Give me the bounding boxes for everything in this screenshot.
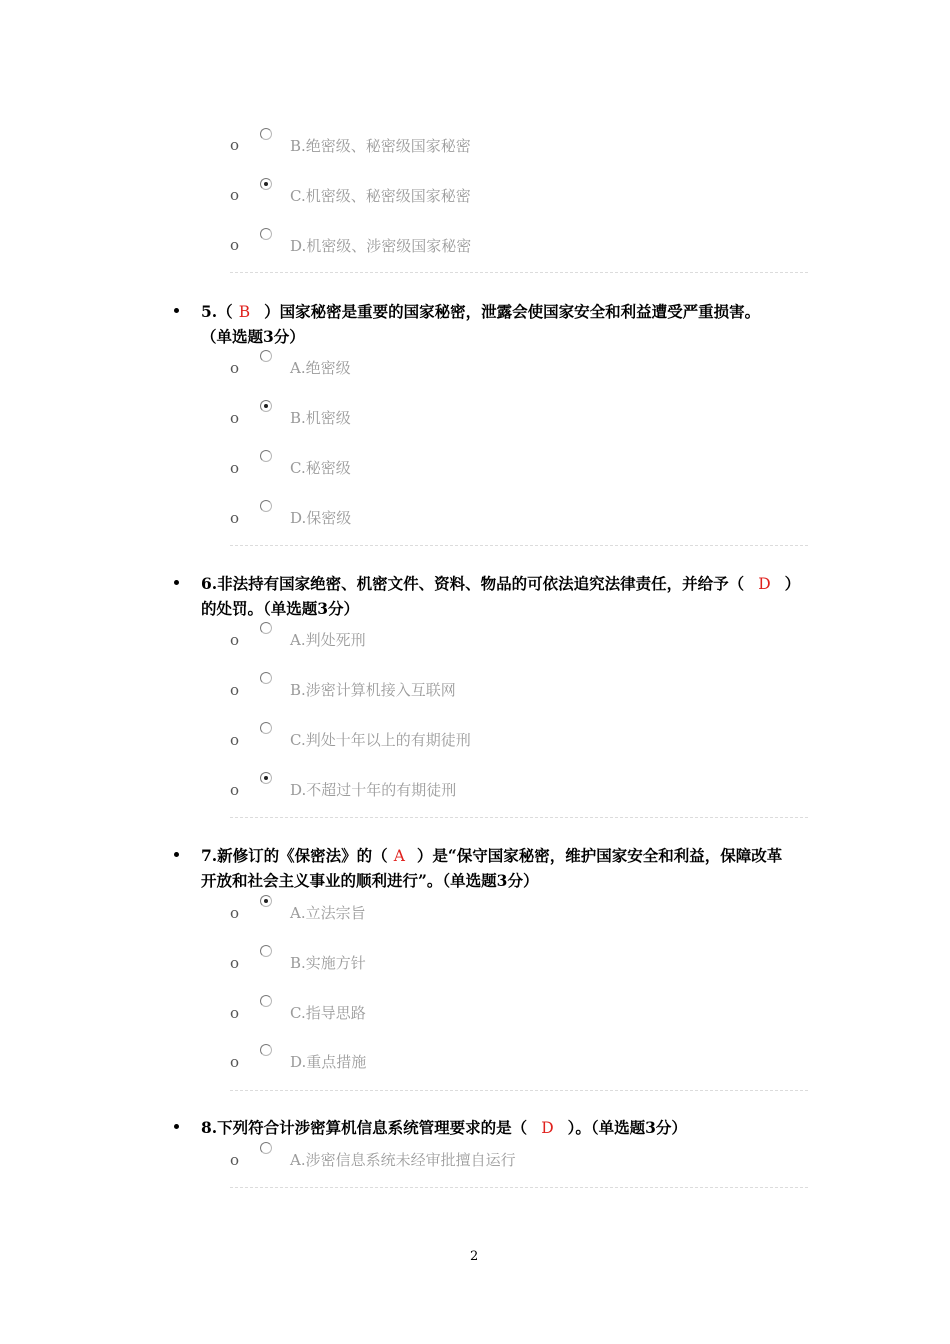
question-text-line1: 8.下列符合计涉密算机信息系统管理要求的是（ D ）。（单选题3分） xyxy=(201,1118,687,1137)
option-label: D.重点措施 xyxy=(290,1053,367,1071)
radio-button[interactable] xyxy=(260,228,272,240)
option-label: C.秘密级 xyxy=(290,459,351,477)
answer-mark: B xyxy=(238,303,251,321)
radio-button-selected[interactable] xyxy=(260,400,272,412)
option-bullet: o xyxy=(230,1053,240,1071)
answer-mark: A xyxy=(393,847,405,865)
option-bullet: o xyxy=(230,1151,240,1169)
separator xyxy=(230,1187,808,1188)
radio-button-selected[interactable] xyxy=(260,178,272,190)
question-text-line2: 开放和社会主义事业的顺利进行”。（单选题3分） xyxy=(201,871,539,890)
option-label: A.立法宗旨 xyxy=(290,904,366,922)
question-text-line1: 5.（ B ）国家秘密是重要的国家秘密，泄露会使国家安全和利益遭受严重损害。 xyxy=(201,302,761,321)
separator xyxy=(230,1090,808,1091)
question-text-line2: （单选题3分） xyxy=(201,327,305,346)
radio-button[interactable] xyxy=(260,500,272,512)
option-label: B.绝密级、秘密级国家秘密 xyxy=(290,137,471,155)
option-label: B.涉密计算机接入互联网 xyxy=(290,681,456,699)
option-label: D.机密级、涉密级国家秘密 xyxy=(290,237,472,255)
option-label: C.指导思路 xyxy=(290,1004,366,1022)
option-bullet: o xyxy=(230,236,240,254)
separator xyxy=(230,817,808,818)
option-bullet: o xyxy=(230,1004,240,1022)
question-text-line1: 6.非法持有国家绝密、机密文件、资料、物品的可依法追究法律责任，并给予（ D ） xyxy=(201,574,801,593)
option-label: C.判处十年以上的有期徒刑 xyxy=(290,731,471,749)
answer-mark: D xyxy=(758,575,771,593)
radio-button[interactable] xyxy=(260,450,272,462)
radio-button-selected[interactable] xyxy=(260,895,272,907)
option-label: A.涉密信息系统未经审批擅自运行 xyxy=(290,1151,516,1169)
option-bullet: o xyxy=(230,409,240,427)
radio-button[interactable] xyxy=(260,1044,272,1056)
option-label: B.实施方针 xyxy=(290,954,366,972)
radio-button[interactable] xyxy=(260,722,272,734)
option-bullet: o xyxy=(230,631,240,649)
question-bullet xyxy=(174,852,179,857)
option-bullet: o xyxy=(230,681,240,699)
question-text-line1: 7.新修订的《保密法》的（ A ）是“保守国家秘密，维护国家安全和利益，保障改革 xyxy=(201,846,783,865)
option-bullet: o xyxy=(230,509,240,527)
option-bullet: o xyxy=(230,904,240,922)
answer-mark: D xyxy=(541,1119,554,1137)
option-bullet: o xyxy=(230,731,240,749)
option-bullet: o xyxy=(230,459,240,477)
option-bullet: o xyxy=(230,781,240,799)
question-bullet xyxy=(174,308,179,313)
radio-button[interactable] xyxy=(260,945,272,957)
option-bullet: o xyxy=(230,136,240,154)
question-bullet xyxy=(174,1124,179,1129)
radio-button[interactable] xyxy=(260,128,272,140)
option-label: D.保密级 xyxy=(290,509,352,527)
separator xyxy=(230,545,808,546)
radio-button[interactable] xyxy=(260,1142,272,1154)
question-bullet xyxy=(174,580,179,585)
separator xyxy=(230,272,808,273)
question-text-line2: 的处罚。（单选题3分） xyxy=(201,599,360,618)
radio-button[interactable] xyxy=(260,350,272,362)
option-label: A.绝密级 xyxy=(290,359,351,377)
radio-button[interactable] xyxy=(260,622,272,634)
option-label: B.机密级 xyxy=(290,409,351,427)
option-bullet: o xyxy=(230,359,240,377)
option-label: D.不超过十年的有期徒刑 xyxy=(290,781,457,799)
radio-button[interactable] xyxy=(260,672,272,684)
page-number: 2 xyxy=(470,1249,479,1264)
option-bullet: o xyxy=(230,954,240,972)
radio-button-selected[interactable] xyxy=(260,772,272,784)
option-label: A.判处死刑 xyxy=(290,631,366,649)
radio-button[interactable] xyxy=(260,995,272,1007)
option-label: C.机密级、秘密级国家秘密 xyxy=(290,187,471,205)
option-bullet: o xyxy=(230,186,240,204)
